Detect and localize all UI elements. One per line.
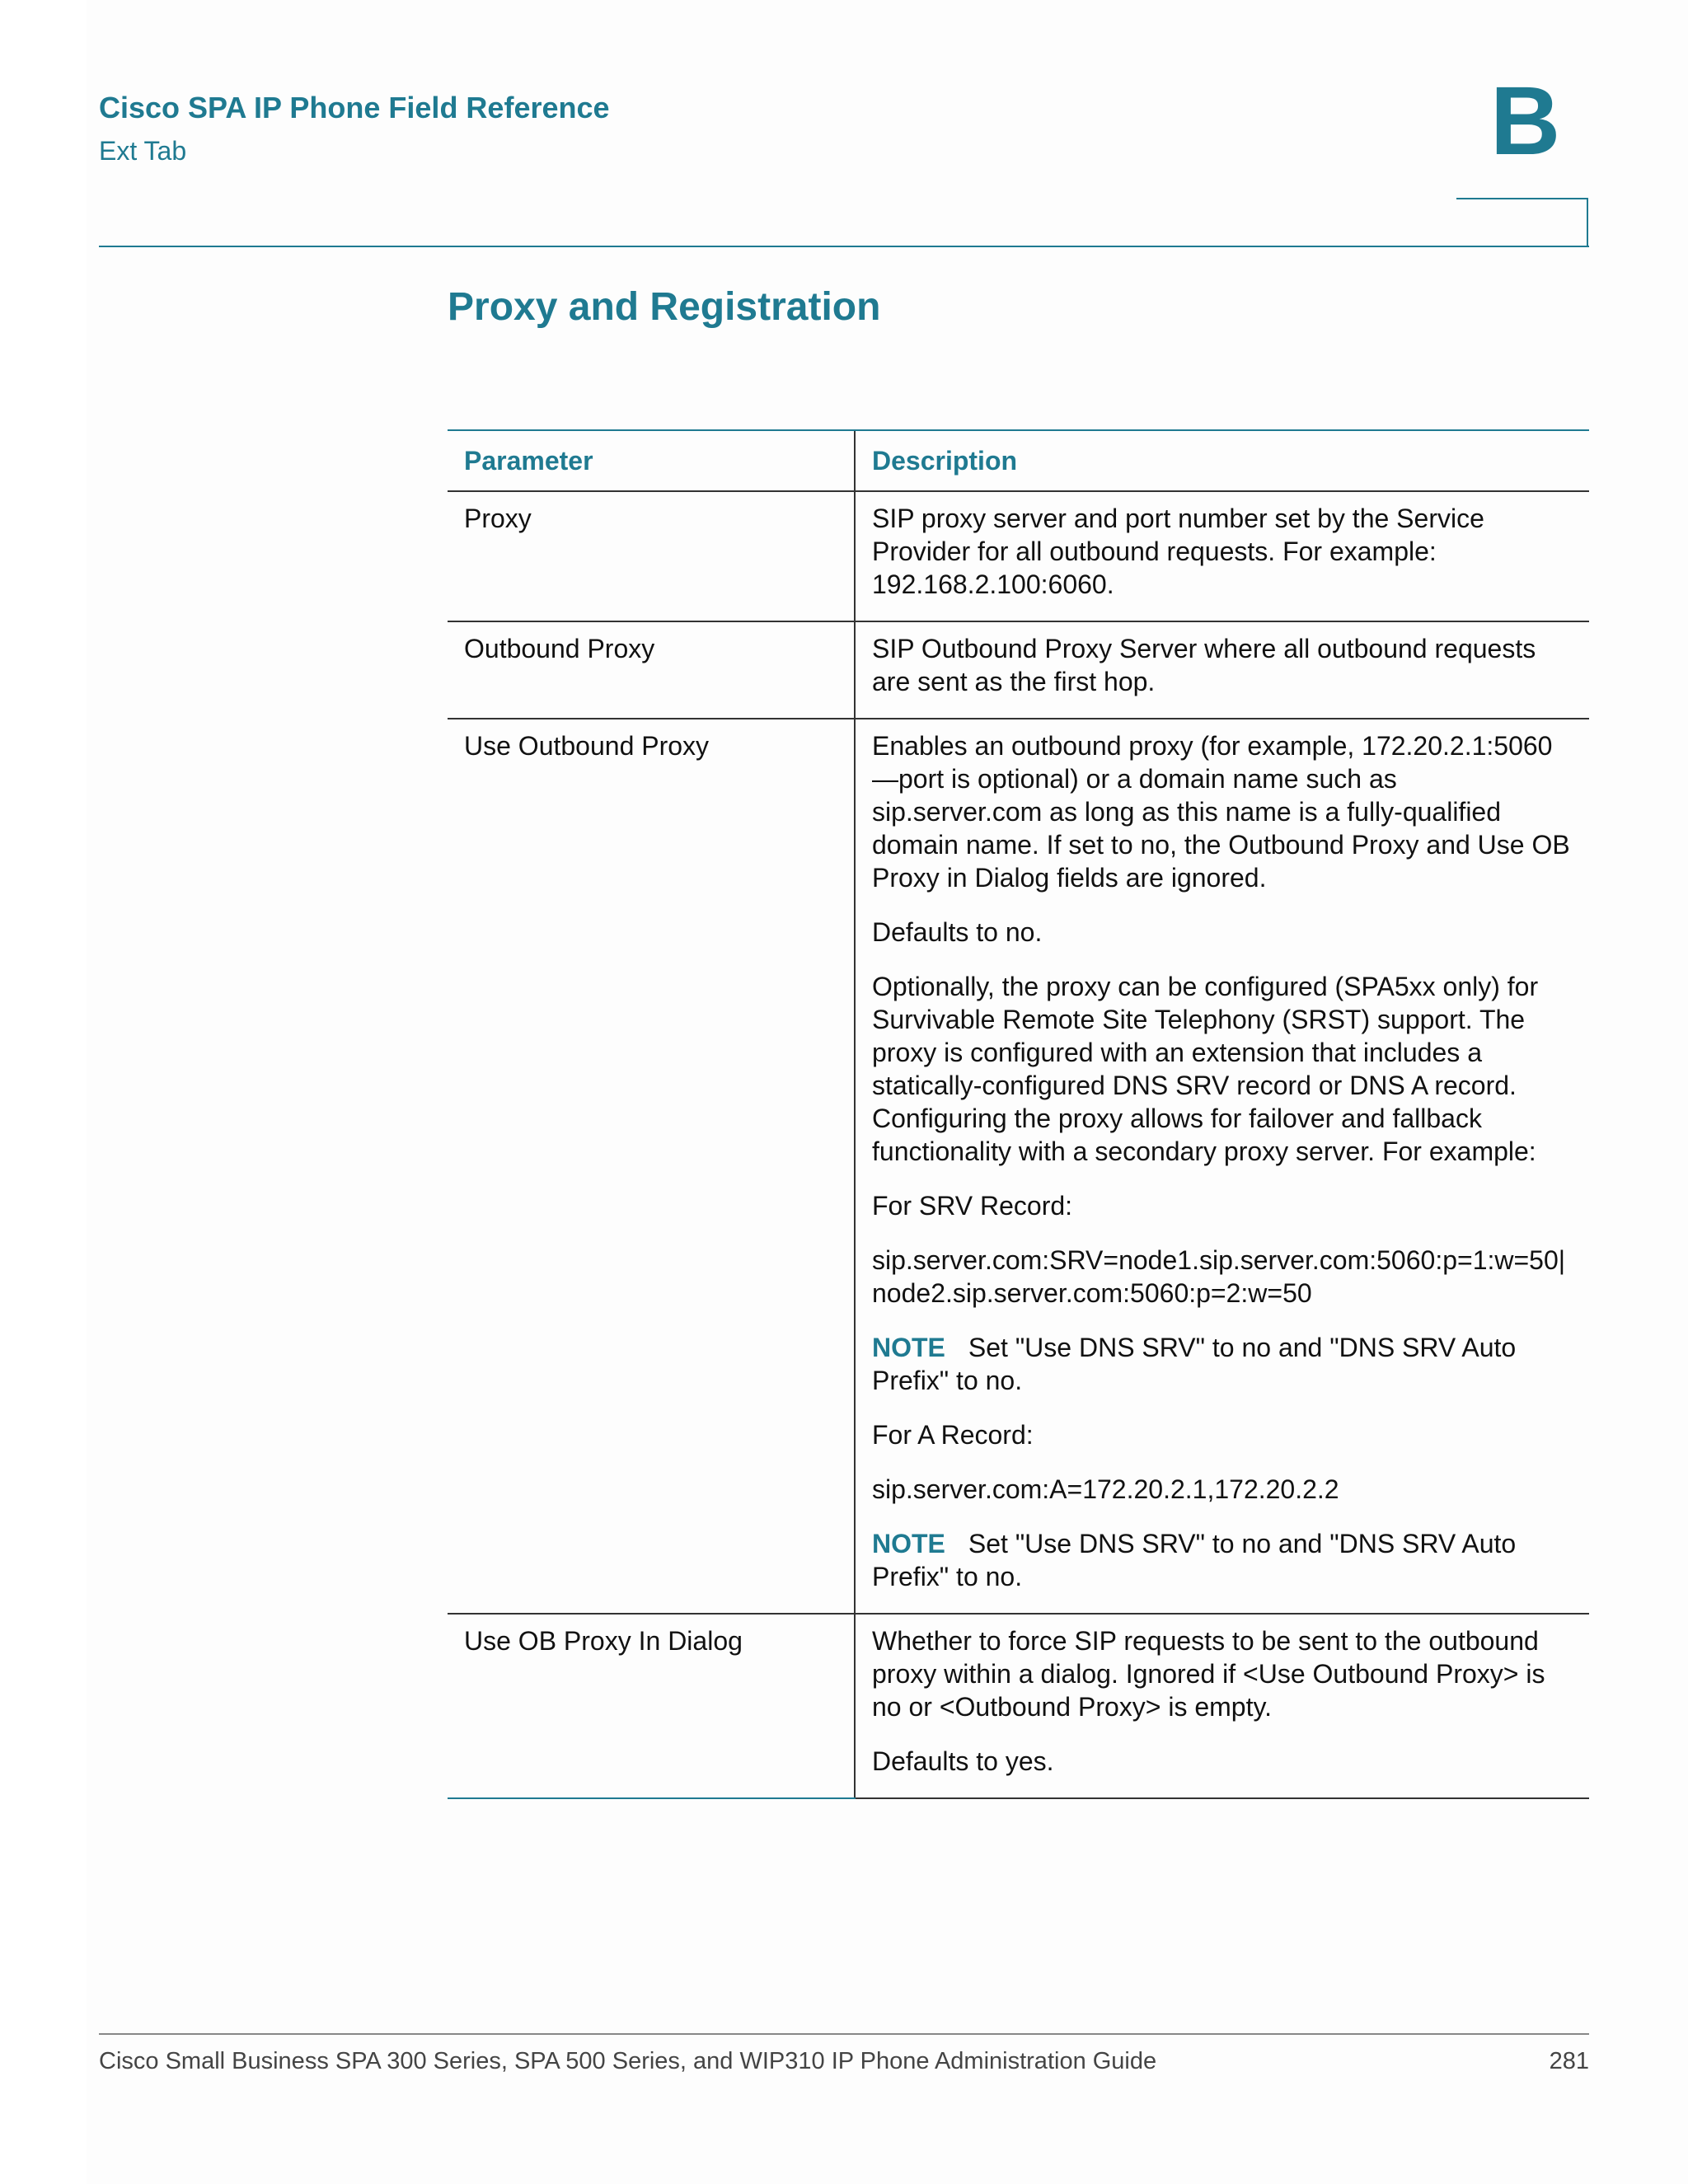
note-text: Set "Use DNS SRV" to no and "DNS SRV Auto Prefix" to no.	[872, 1333, 1517, 1395]
footer-divider	[99, 2033, 1589, 2035]
a-record-example: sip.server.com:A=172.20.2.1,172.20.2.2	[872, 1474, 1339, 1504]
column-header-parameter: Parameter	[448, 430, 855, 491]
table-header-row	[448, 430, 1589, 491]
page-number: 281	[1549, 2048, 1589, 2074]
parameter-cell: Proxy	[448, 491, 855, 621]
appendix-tab-box	[1456, 198, 1588, 246]
description-paragraph: SIP proxy server and port number set by the Service Provider for all outbound requests. For example: 192.168.2.100:6060.	[872, 504, 1484, 599]
header-subtitle: Ext Tab	[99, 136, 187, 166]
header-title: Cisco SPA IP Phone Field Reference	[99, 91, 610, 124]
table-row	[448, 491, 1589, 621]
description-paragraph: Defaults to no.	[872, 917, 1043, 947]
srv-record-heading: For SRV Record:	[872, 1191, 1073, 1221]
note-paragraph	[872, 1331, 1573, 1397]
description-paragraph: Enables an outbound proxy (for example, 172.20.2.1:5060—port is optional) or a domain name such as sip.server.com as long as this name is a fully-qualified domain name. If set to no, the Outbound Proxy and Use OB Proxy in Dialog fields are ignored.	[872, 731, 1570, 893]
description-paragraph: Whether to force SIP requests to be sent to the outbound proxy within a dialog. Ignored if <Use Outbound Proxy> is no or <Outbound Proxy> is empty.	[872, 1626, 1545, 1722]
description-cell	[855, 719, 1589, 1614]
description-cell	[855, 1614, 1589, 1798]
description-cell	[855, 491, 1589, 621]
section-title: Proxy and Registration	[448, 285, 881, 329]
note-text: Set "Use DNS SRV" to no and "DNS SRV Auto Prefix" to no.	[872, 1529, 1517, 1591]
description-paragraph: Optionally, the proxy can be configured (SPA5xx only) for Survivable Remote Site Telephony (SRST) support. The proxy is configured with an extension that includes a statically-configured DNS SRV record or DNS A record. Configuring the proxy allows for failover and fallback functionality with a secondary proxy server. For example:	[872, 972, 1539, 1166]
parameter-cell: Use OB Proxy In Dialog	[448, 1614, 855, 1798]
description-paragraph: Defaults to yes.	[872, 1746, 1054, 1776]
column-header-description: Description	[855, 430, 1589, 491]
footer-text: Cisco Small Business SPA 300 Series, SPA 500 Series, and WIP310 IP Phone Administration Guide	[99, 2048, 1157, 2074]
parameter-cell: Use Outbound Proxy	[448, 719, 855, 1614]
a-record-heading: For A Record:	[872, 1420, 1034, 1450]
table-row	[448, 719, 1589, 1614]
description-paragraph: SIP Outbound Proxy Server where all outbound requests are sent as the first hop.	[872, 634, 1536, 696]
note-label: NOTE	[872, 1529, 945, 1558]
header-divider	[99, 246, 1589, 247]
table-row	[448, 621, 1589, 719]
note-label: NOTE	[872, 1333, 945, 1362]
parameter-table	[448, 429, 1589, 1799]
description-cell	[855, 621, 1589, 719]
table-row	[448, 1614, 1589, 1798]
srv-record-example: sip.server.com:SRV=node1.sip.server.com:5060:p=1:w=50|node2.sip.server.com:5060:p=2:w=50	[872, 1245, 1566, 1308]
note-paragraph	[872, 1527, 1573, 1593]
page-margin	[0, 0, 87, 2184]
appendix-letter: B	[1490, 67, 1561, 176]
parameter-cell: Outbound Proxy	[448, 621, 855, 719]
